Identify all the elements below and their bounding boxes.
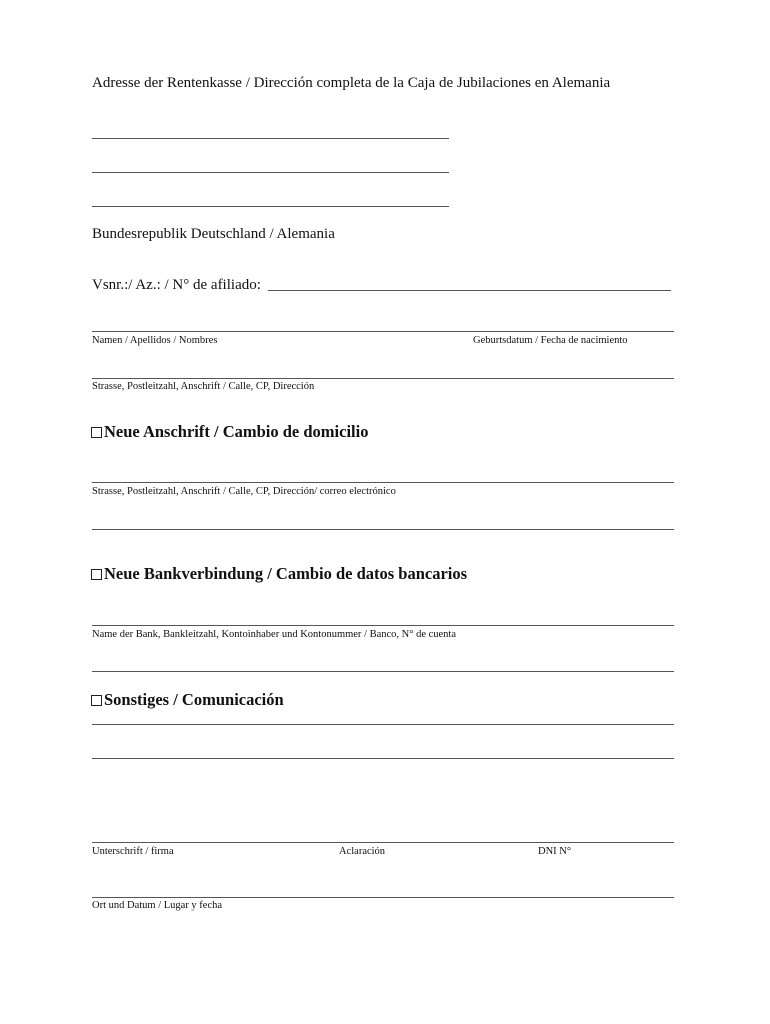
other-heading: [91, 690, 284, 710]
country-label: Bundesrepublik Deutschland / Alemania: [92, 226, 335, 242]
name-label: Namen / Apellidos / Nombres: [92, 335, 218, 346]
pension-fund-address-line-3[interactable]: [92, 206, 449, 207]
other-checkbox[interactable]: [91, 695, 102, 706]
new-address-checkbox[interactable]: [91, 427, 102, 438]
birthdate-label: Geburtsdatum / Fecha de nacimiento: [473, 335, 628, 346]
pension-fund-address-line-1[interactable]: [92, 138, 449, 139]
new-address-heading-text: Neue Anschrift / Cambio de domicilio: [104, 422, 369, 441]
vsnr-field[interactable]: [268, 290, 671, 291]
place-date-field[interactable]: [92, 897, 674, 898]
new-address-heading: [91, 422, 368, 442]
signature-label: Unterschrift / firma: [92, 846, 174, 857]
other-heading-text: Sonstiges / Comunicación: [104, 690, 284, 709]
clarification-label: Aclaración: [339, 846, 386, 857]
new-address-field-label: Strasse, Postleitzahl, Anschrift / Calle, CP, Dirección/ correo electrónico: [92, 486, 396, 497]
signature-field[interactable]: [92, 842, 674, 843]
new-bank-heading: [91, 564, 467, 584]
new-bank-heading-text: Neue Bankverbindung / Cambio de datos bancarios: [104, 564, 468, 583]
new-bank-field-label: Name der Bank, Bankleitzahl, Kontoinhaber und Kontonummer / Banco, N° de cuenta: [92, 629, 457, 640]
other-field-1[interactable]: [92, 724, 674, 725]
address-field[interactable]: [92, 378, 674, 379]
dni-label: DNI N°: [538, 846, 572, 857]
vsnr-label: Vsnr.:/ Az.: / N° de afiliado:: [92, 277, 261, 293]
new-bank-field-2[interactable]: [92, 671, 674, 672]
address-label: Strasse, Postleitzahl, Anschrift / Calle, CP, Dirección: [92, 381, 315, 392]
name-field[interactable]: [92, 331, 674, 332]
pension-fund-address-line-2[interactable]: [92, 172, 449, 173]
other-field-2[interactable]: [92, 758, 674, 759]
new-address-field-1[interactable]: [92, 482, 674, 483]
place-date-label: Ort und Datum / Lugar y fecha: [92, 900, 223, 911]
address-header: Adresse der Rentenkasse / Dirección completa de la Caja de Jubilaciones en Alemania: [92, 75, 611, 91]
new-bank-field-1[interactable]: [92, 625, 674, 626]
new-bank-checkbox[interactable]: [91, 569, 102, 580]
new-address-field-2[interactable]: [92, 529, 674, 530]
